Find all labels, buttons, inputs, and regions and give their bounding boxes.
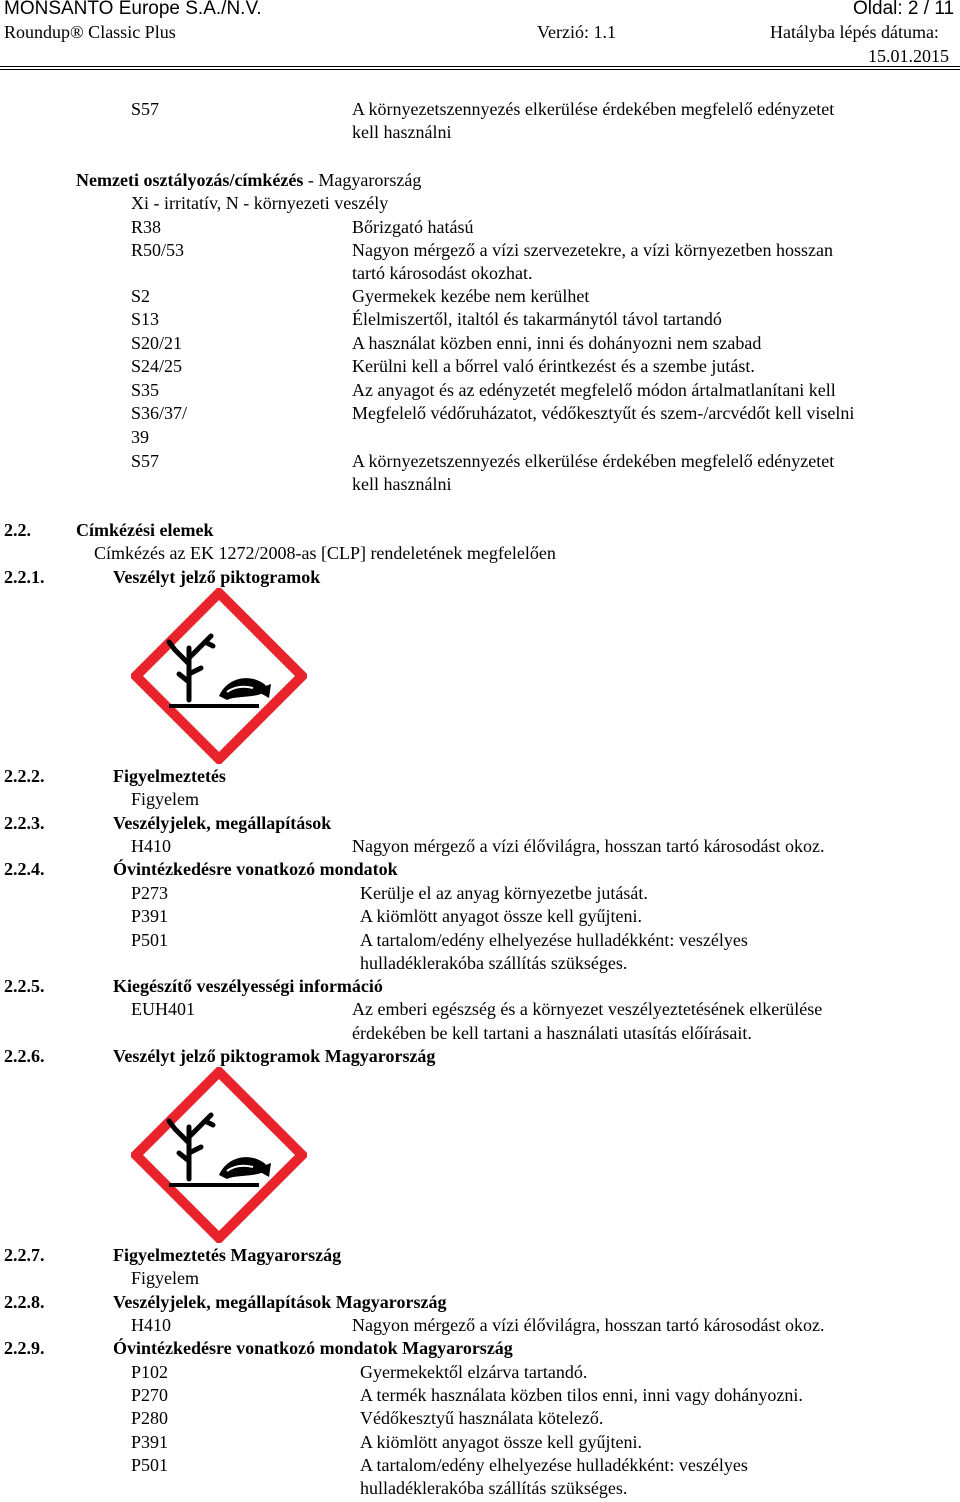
section-number: 2.2.7.: [4, 1245, 45, 1265]
phrase-text: Az anyagot és az edényzetét megfelelő módon ártalmatlanítani kell: [352, 380, 836, 400]
signal-word: Figyelem: [131, 789, 199, 809]
section-number: 2.2.1.: [4, 567, 45, 587]
code: P501: [131, 1455, 169, 1475]
phrase-text: Élelmiszertől, italtól és takarmánytól távol tartandó: [352, 309, 722, 329]
company-name: MONSANTO Europe S.A./N.V.: [4, 0, 262, 19]
effective-date-label: Hatályba lépés dátuma:: [770, 22, 939, 42]
section-number: 2.2.6.: [4, 1046, 45, 1066]
phrase-text: Megfelelő védőruházatot, védőkesztyűt és szem-/arcvédőt kell viselni: [352, 403, 855, 423]
phrase-text: Kerülni kell a bőrrel való érintkezést és a szembe jutást.: [352, 356, 755, 376]
code: R38: [131, 217, 162, 237]
phrase-text: Kerülje el az anyag környezetbe jutását.: [360, 883, 648, 903]
phrase-text: Bőrizgató hatású: [352, 217, 474, 237]
phrase-text: A tartalom/edény elhelyezése hulladékként: veszélyes: [360, 930, 748, 950]
phrase-text: Nagyon mérgező a vízi élővilágra, hosszan tartó károsodást okoz.: [352, 836, 825, 856]
phrase-text: Nagyon mérgező a vízi élővilágra, hosszan tartó károsodást okoz.: [352, 1315, 825, 1335]
section-number: 2.2.3.: [4, 813, 45, 833]
code: S2: [131, 286, 151, 306]
code: P270: [131, 1385, 169, 1405]
code: P102: [131, 1362, 169, 1382]
section-title: Figyelmeztetés: [113, 766, 226, 786]
section-title: Veszélyt jelző piktogramok: [113, 567, 321, 587]
code: H410: [131, 836, 171, 856]
section-title: Veszélyt jelző piktogramok Magyarország: [113, 1046, 436, 1066]
section-number: 2.2.4.: [4, 859, 45, 879]
code: S35: [131, 380, 160, 400]
code: 39: [131, 427, 149, 447]
header-rule-2: [0, 69, 960, 70]
page-number: Oldal: 2 / 11: [853, 0, 955, 19]
section-number: 2.2.5.: [4, 976, 45, 996]
section-number: 2.2.9.: [4, 1338, 45, 1358]
phrase-text: Az emberi egészség és a környezet veszélyeztetésének elkerülése: [352, 999, 823, 1019]
phrase-text: A környezetszennyezés elkerülése érdekében megfelelő edényzetet: [352, 99, 835, 119]
product-name: Roundup® Classic Plus: [4, 22, 176, 42]
section-subtitle: Címkézés az EK 1272/2008-as [CLP] rendeletének megfelelően: [94, 543, 556, 563]
national-symbols: Xi - irritatív, N - környezeti veszély: [131, 193, 389, 213]
code: S13: [131, 309, 160, 329]
version: Verzió: 1.1: [537, 22, 616, 42]
section-number: 2.2.2.: [4, 766, 45, 786]
phrase-text: A termék használata közben tilos enni, inni vagy dohányozni.: [360, 1385, 803, 1405]
effective-date: 15.01.2015: [868, 46, 949, 66]
code: S57: [131, 451, 160, 471]
phrase-text: Gyermekektől elzárva tartandó.: [360, 1362, 588, 1382]
code: S24/25: [131, 356, 183, 376]
code: H410: [131, 1315, 171, 1335]
section-title: Óvintézkedésre vonatkozó mondatok Magyarország: [113, 1338, 513, 1358]
environment-hazard-icon: [131, 588, 307, 769]
phrase-text: Nagyon mérgező a vízi szervezetekre, a vízi környezetben hosszan: [352, 240, 833, 260]
code: P501: [131, 930, 169, 950]
section-title: Címkézési elemek: [76, 520, 214, 540]
phrase-text: A tartalom/edény elhelyezése hulladékként: veszélyes: [360, 1455, 748, 1475]
section-number: 2.2.8.: [4, 1292, 45, 1312]
phrase-text: érdekében be kell tartani a használati utasítás előírásait.: [352, 1023, 752, 1043]
phrase-text: A kiömlött anyagot össze kell gyűjteni.: [360, 906, 642, 926]
phrase-text: hulladéklerakóba szállítás szükséges.: [360, 1478, 628, 1498]
phrase-text: Gyermekek kezébe nem kerülhet: [352, 286, 590, 306]
phrase-text: A kiömlött anyagot össze kell gyűjteni.: [360, 1432, 642, 1452]
phrase-text: A környezetszennyezés elkerülése érdekében megfelelő edényzetet: [352, 451, 835, 471]
code: R50/53: [131, 240, 185, 260]
code: P273: [131, 883, 169, 903]
code: S57: [131, 99, 160, 119]
section-number: 2.2.: [4, 520, 31, 540]
code: S20/21: [131, 333, 183, 353]
code: S36/37/: [131, 403, 188, 423]
code: EUH401: [131, 999, 195, 1019]
phrase-text: A használat közben enni, inni és dohányozni nem szabad: [352, 333, 762, 353]
code: P391: [131, 1432, 169, 1452]
signal-word: Figyelem: [131, 1268, 199, 1288]
national-title: Nemzeti osztályozás/címkézés - Magyarország: [76, 170, 422, 190]
header-rule: [0, 66, 960, 67]
section-title: Kiegészítő veszélyességi információ: [113, 976, 383, 996]
section-title: Veszélyjelek, megállapítások: [113, 813, 332, 833]
code: P391: [131, 906, 169, 926]
code: P280: [131, 1408, 169, 1428]
phrase-text: kell használni: [352, 474, 452, 494]
section-title: Óvintézkedésre vonatkozó mondatok: [113, 859, 398, 879]
phrase-text: hulladéklerakóba szállítás szükséges.: [360, 953, 628, 973]
section-title: Figyelmeztetés Magyarország: [113, 1245, 342, 1265]
section-title: Veszélyjelek, megállapítások Magyarország: [113, 1292, 447, 1312]
phrase-text: kell használni: [352, 122, 452, 142]
environment-hazard-icon: [131, 1067, 307, 1248]
phrase-text: Védőkesztyű használata kötelező.: [360, 1408, 604, 1428]
phrase-text: tartó károsodást okozhat.: [352, 263, 533, 283]
